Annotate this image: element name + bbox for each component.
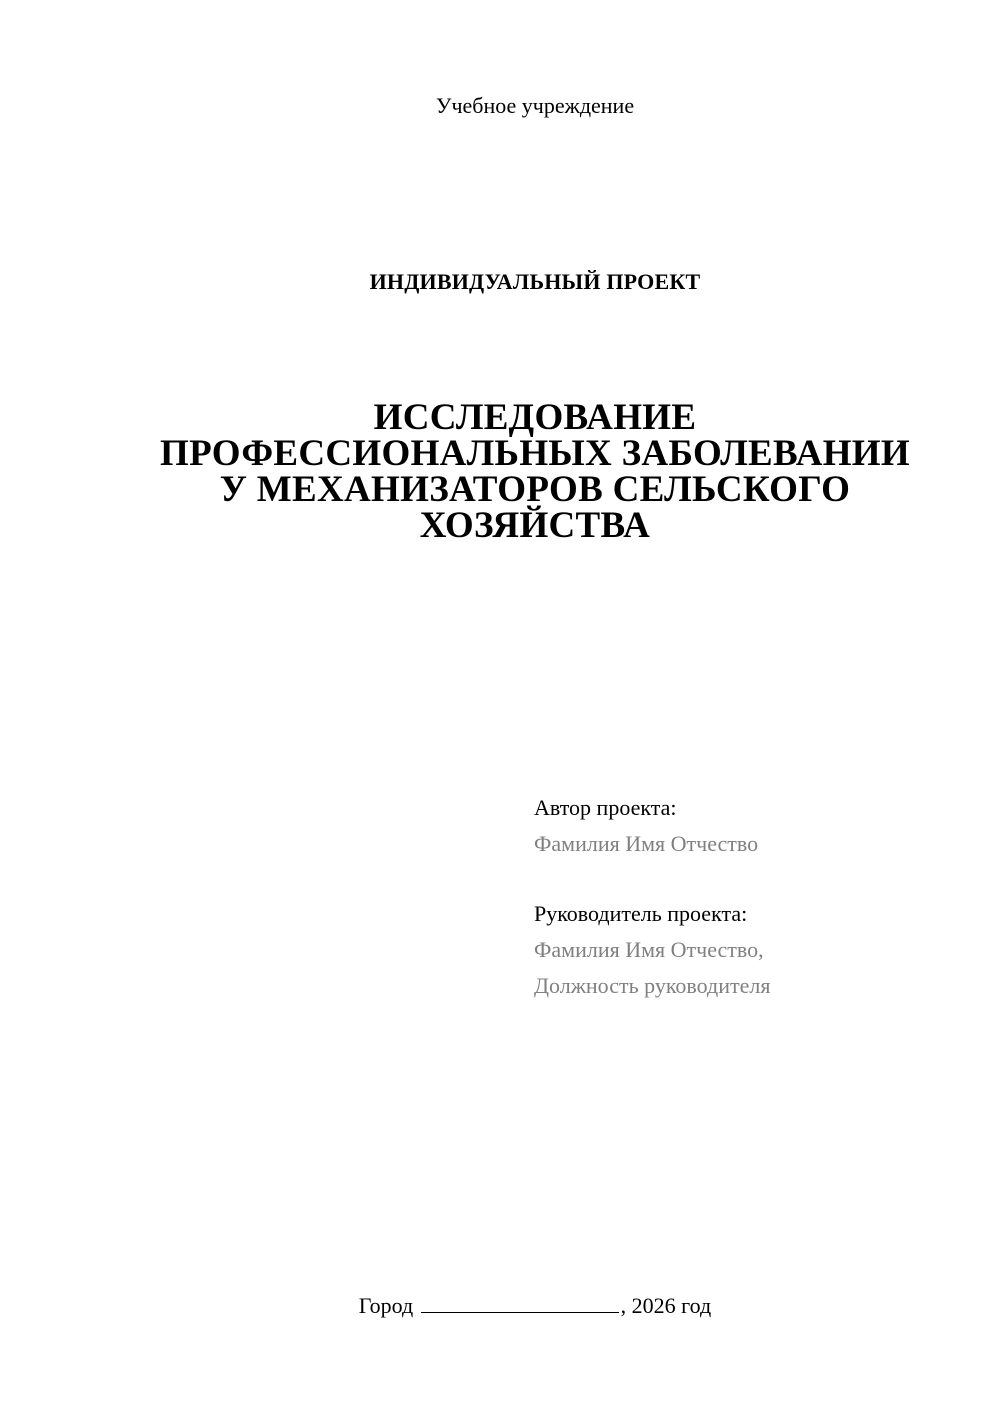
project-title-line: ПРОФЕССИОНАЛЬНЫХ ЗАБОЛЕВАНИИ <box>160 433 910 474</box>
supervisor-position: Должность руководителя <box>534 973 771 998</box>
city-label: Город <box>358 1293 414 1318</box>
author-label: Автор проекта: <box>534 795 677 820</box>
supervisor-label: Руководитель проекта: <box>534 901 748 926</box>
project-title-line: ХОЗЯЙСТВА <box>419 505 651 546</box>
project-info <box>534 790 974 1004</box>
document-type: ИНДИВИДУАЛЬНЫЙ ПРОЕКТ <box>369 269 701 294</box>
info-spacer <box>534 862 974 896</box>
project-title-line: ИССЛЕДОВАНИЕ <box>373 397 697 438</box>
institution-name: Учебное учреждение <box>435 93 635 118</box>
project-title-line: У МЕХАНИЗАТОРОВ СЕЛЬСКОГО <box>219 469 851 510</box>
supervisor-name: Фамилия Имя Отчество, <box>534 937 764 962</box>
author-name: Фамилия Имя Отчество <box>534 831 759 856</box>
city-blank-line <box>421 1290 619 1313</box>
footer-city-year <box>0 1290 1000 1320</box>
project-title <box>0 397 1000 546</box>
year-text: , 2026 год <box>620 1293 712 1318</box>
